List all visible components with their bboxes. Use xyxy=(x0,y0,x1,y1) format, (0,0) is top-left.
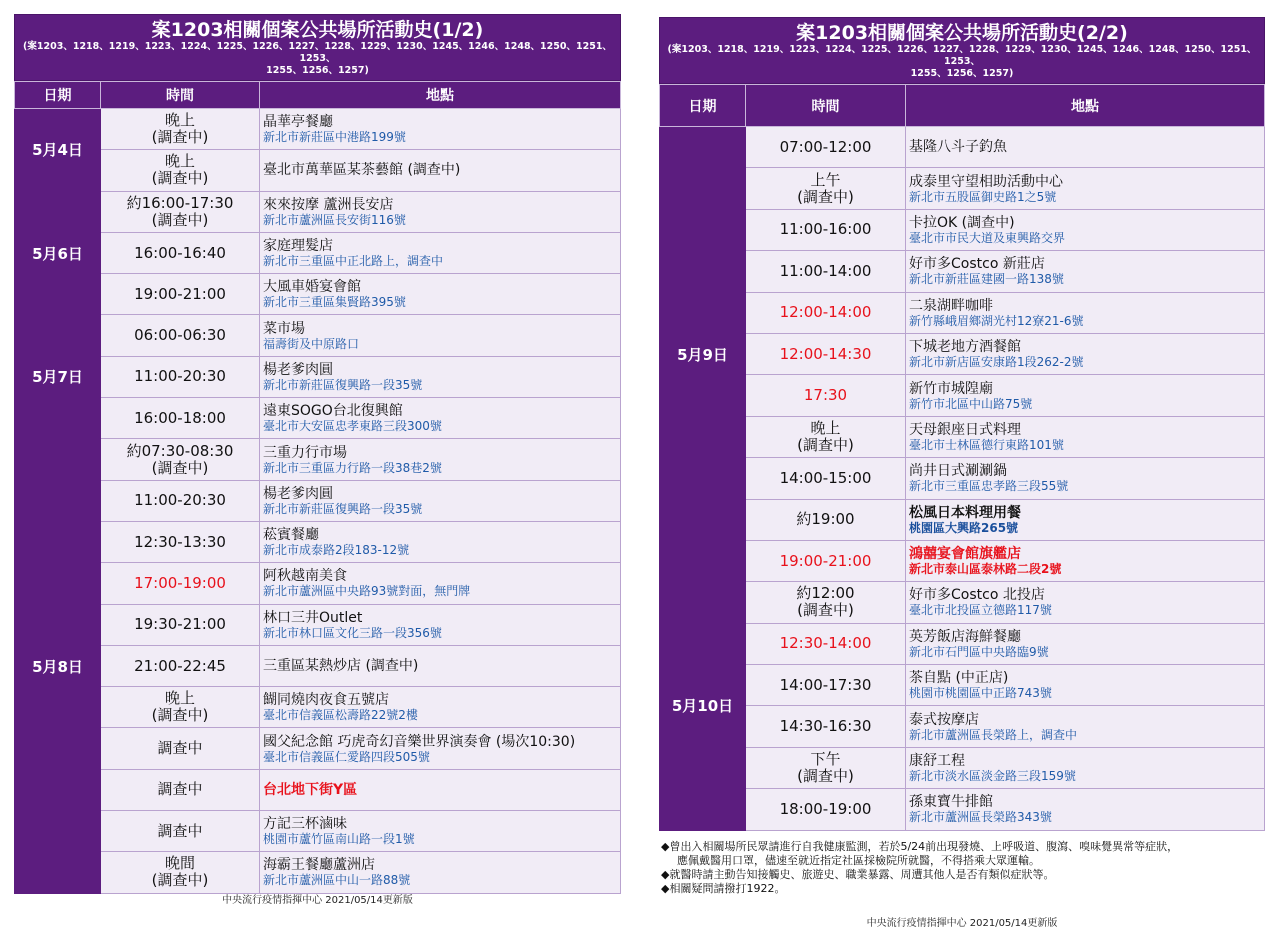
place-name: 孫東寶牛排館 xyxy=(909,794,993,811)
place-address: 桃園市桃園區中正路743號 xyxy=(909,686,1052,701)
time-cell: 約19:00 xyxy=(746,499,906,540)
activity-table xyxy=(659,84,1265,831)
place-address: 新北市成泰路2段183-12號 xyxy=(263,543,410,558)
case-list-line1: (案1203、1218、1219、1223、1224、1225、1226、1227、1228、1229、1230、1245、1246、1248、1250、1251、1253、 xyxy=(667,44,1257,67)
case-list-line2: 1255、1256、1257) xyxy=(910,68,1014,79)
place-address: 臺北市市民大道及東興路交界 xyxy=(909,230,1066,245)
table-row xyxy=(660,251,1265,292)
time-cell: 晚上 (調查中) xyxy=(746,416,906,457)
place-address: 新北市新莊區復興路一段35號 xyxy=(263,377,423,392)
table-row xyxy=(660,706,1265,747)
date-cell: 5月10日 xyxy=(660,582,746,830)
time-cell: 調查中 xyxy=(101,728,260,769)
table-row xyxy=(15,604,621,645)
place-cell xyxy=(906,665,1265,706)
place-cell xyxy=(906,706,1265,747)
place-address: 新北市蘆洲區中山一路88號 xyxy=(263,873,411,888)
place-name: 林口三井Outlet xyxy=(263,609,363,626)
table-row xyxy=(15,150,621,191)
case-list-line1: (案1203、1218、1219、1223、1224、1225、1226、1227、1228、1229、1230、1245、1246、1248、1250、1251、1253、 xyxy=(23,41,612,64)
time-cell: 晚上 (調查中) xyxy=(101,109,260,150)
place-name: 康舒工程 xyxy=(909,753,965,770)
time-cell: 07:00-12:00 xyxy=(746,127,906,168)
place-cell xyxy=(260,274,621,315)
activity-table xyxy=(14,81,621,894)
time-cell: 上午 (調查中) xyxy=(746,168,906,209)
time-cell: 16:00-16:40 xyxy=(101,232,260,273)
table-row xyxy=(660,209,1265,250)
table-title-bar xyxy=(14,14,621,81)
time-cell: 06:00-06:30 xyxy=(101,315,260,356)
table-row xyxy=(15,687,621,728)
table-row xyxy=(660,333,1265,374)
time-cell: 晚間 (調查中) xyxy=(101,852,260,893)
place-name: 菜市場 xyxy=(263,320,305,337)
place-cell xyxy=(906,747,1265,788)
notice-line: 應佩戴醫用口罩，儘速至就近指定社區採檢院所就醫，不得搭乘大眾運輸。 xyxy=(677,854,1040,867)
table-body xyxy=(660,127,1265,831)
place-cell xyxy=(906,209,1265,250)
place-address: 新北市新店區安康路1段262-2號 xyxy=(909,355,1084,370)
place-cell xyxy=(260,109,621,150)
place-address: 新北市淡水區淡金路三段159號 xyxy=(909,769,1076,784)
header-time: 時間 xyxy=(746,85,906,127)
table-row xyxy=(660,623,1265,664)
time-cell: 12:30-14:00 xyxy=(746,623,906,664)
place-address: 新北市三重區忠孝路三段55號 xyxy=(909,479,1069,494)
health-notice xyxy=(661,840,1261,896)
place-address: 新北市三重區中正北路上，調查中 xyxy=(263,254,444,269)
date-cell: 5月8日 xyxy=(15,439,101,893)
table-row xyxy=(15,563,621,604)
time-cell: 下午 (調查中) xyxy=(746,747,906,788)
header-time: 時間 xyxy=(101,82,260,109)
place-address: 臺北市士林區德行東路101號 xyxy=(909,437,1064,452)
place-cell xyxy=(906,582,1265,623)
place-name: 方記三杯滷味 xyxy=(263,816,347,833)
table-title-bar xyxy=(659,17,1265,84)
header-date: 日期 xyxy=(15,82,101,109)
place-name: 阿秋越南美食 xyxy=(263,568,347,585)
table-row xyxy=(15,398,621,439)
case-list-line2: 1255、1256、1257) xyxy=(266,65,369,76)
place-address: 臺北市北投區立德路117號 xyxy=(909,603,1052,618)
place-name: 來來按摩 蘆洲長安店 xyxy=(263,196,394,213)
place-name: 下城老地方酒餐館 xyxy=(909,339,1021,356)
table-row xyxy=(15,356,621,397)
time-cell: 14:00-15:00 xyxy=(746,458,906,499)
place-cell xyxy=(260,150,621,191)
table-row xyxy=(15,769,621,810)
place-cell xyxy=(906,375,1265,416)
table-row xyxy=(660,540,1265,581)
time-cell: 14:30-16:30 xyxy=(746,706,906,747)
time-cell: 晚上 (調查中) xyxy=(101,687,260,728)
activity-table-part-2 xyxy=(659,17,1265,831)
table-row xyxy=(660,416,1265,457)
place-cell xyxy=(906,789,1265,830)
place-name: 好市多Costco 北投店 xyxy=(909,587,1045,604)
time-cell: 12:30-13:30 xyxy=(101,521,260,562)
table-row xyxy=(15,109,621,150)
footer-credit: 中央流行疫情指揮中心 2021/05/14更新版 xyxy=(222,895,413,906)
place-address: 新北市蘆洲區長安街116號 xyxy=(263,212,406,227)
table-row xyxy=(15,480,621,521)
place-address: 臺北市信義區仁愛路四段505號 xyxy=(263,749,430,764)
place-name: 成泰里守望相助活動中心 xyxy=(909,173,1063,190)
place-address: 新北市蘆洲區長榮路上，調查中 xyxy=(909,727,1078,742)
time-cell: 19:00-21:00 xyxy=(746,540,906,581)
table-row xyxy=(660,375,1265,416)
place-name: 海霸王餐廳蘆洲店 xyxy=(263,857,375,874)
time-cell: 18:00-19:00 xyxy=(746,789,906,830)
place-cell xyxy=(260,315,621,356)
time-cell: 11:00-16:00 xyxy=(746,209,906,250)
place-address: 桃園區大興路265號 xyxy=(909,520,1019,535)
date-cell: 5月4日 xyxy=(15,109,101,192)
table-row xyxy=(660,665,1265,706)
table-row xyxy=(15,728,621,769)
place-cell xyxy=(906,251,1265,292)
place-address: 新北市新莊區建國一路138號 xyxy=(909,272,1064,287)
date-cell: 5月6日 xyxy=(15,191,101,315)
place-name: 台北地下街Y區 xyxy=(263,781,358,798)
place-name: 好市多Costco 新莊店 xyxy=(909,256,1045,273)
place-name: 臺北市萬華區某茶藝館 (調查中) xyxy=(263,162,461,179)
header-place: 地點 xyxy=(260,82,621,109)
place-address: 桃園市蘆竹區南山路一段1號 xyxy=(263,832,415,847)
place-cell xyxy=(260,769,621,810)
place-name: 三重力行市場 xyxy=(263,444,347,461)
time-cell: 17:30 xyxy=(746,375,906,416)
place-cell xyxy=(906,499,1265,540)
place-cell xyxy=(906,540,1265,581)
table-title: 案1203相關個案公共場所活動史(2/2) xyxy=(796,22,1128,44)
place-cell xyxy=(906,416,1265,457)
table-row xyxy=(660,168,1265,209)
place-cell xyxy=(260,439,621,480)
place-address: 新北市三重區力行路一段38巷2號 xyxy=(263,460,442,475)
table-row xyxy=(660,789,1265,830)
place-name: 茶自點 (中正店) xyxy=(909,670,1009,687)
time-cell: 14:00-17:30 xyxy=(746,665,906,706)
table-row xyxy=(15,439,621,480)
table-row xyxy=(660,747,1265,788)
time-cell: 調查中 xyxy=(101,769,260,810)
time-cell: 21:00-22:45 xyxy=(101,645,260,686)
place-name: 鴻囍宴會館旗艦店 xyxy=(909,546,1021,563)
time-cell: 12:00-14:30 xyxy=(746,333,906,374)
time-cell: 11:00-20:30 xyxy=(101,480,260,521)
place-cell xyxy=(260,563,621,604)
table-title: 案1203相關個案公共場所活動史(1/2) xyxy=(151,19,484,41)
place-cell xyxy=(260,480,621,521)
place-name: 新竹市城隍廟 xyxy=(909,380,993,397)
place-cell xyxy=(260,645,621,686)
date-cell: 5月7日 xyxy=(15,315,101,439)
place-name: 晶華亭餐廳 xyxy=(263,114,333,131)
place-address: 臺北市大安區忠孝東路三段300號 xyxy=(263,419,442,434)
place-name: 卡拉OK (調查中) xyxy=(909,214,1015,231)
place-name: 二泉湖畔咖啡 xyxy=(909,297,993,314)
time-cell: 約07:30-08:30 (調查中) xyxy=(101,439,260,480)
table-row xyxy=(660,582,1265,623)
table-row xyxy=(660,499,1265,540)
place-address: 新北市新莊區中港路199號 xyxy=(263,130,406,145)
place-name: 大風車婚宴會館 xyxy=(263,279,361,296)
place-cell xyxy=(906,168,1265,209)
place-address: 新北市泰山區泰林路二段2號 xyxy=(909,562,1062,577)
table-row xyxy=(15,645,621,686)
place-cell xyxy=(906,458,1265,499)
place-address: 新竹市北區中山路75號 xyxy=(909,396,1033,411)
place-cell xyxy=(260,811,621,852)
place-address: 新北市新莊區復興路一段35號 xyxy=(263,501,423,516)
place-cell xyxy=(260,728,621,769)
time-cell: 17:00-19:00 xyxy=(101,563,260,604)
place-name: 泰式按摩店 xyxy=(909,711,979,728)
place-name: 松風日本料理用餐 xyxy=(909,504,1021,521)
time-cell: 19:30-21:00 xyxy=(101,604,260,645)
notice-line: ◆曾出入相關場所民眾請進行自我健康監測，若於5/24前出現發燒、上呼吸道、腹瀉、嗅味覺異常等症狀， xyxy=(661,840,1179,853)
date-cell: 5月9日 xyxy=(660,127,746,582)
place-address: 新北市蘆洲區長榮路343號 xyxy=(909,810,1052,825)
place-name: 英芳飯店海鮮餐廳 xyxy=(909,628,1021,645)
place-name: 國父紀念館 巧虎奇幻音樂世界演奏會 (場次10:30) xyxy=(263,733,576,750)
place-cell xyxy=(260,191,621,232)
place-cell xyxy=(906,623,1265,664)
place-address: 新竹縣峨眉鄉湖光村12寮21-6號 xyxy=(909,313,1084,328)
notice-line: ◆就醫時請主動告知接觸史、旅遊史、職業暴露、周遭其他人是否有類似症狀等。 xyxy=(661,868,1055,881)
table-row xyxy=(15,315,621,356)
place-cell xyxy=(260,521,621,562)
time-cell: 19:00-21:00 xyxy=(101,274,260,315)
time-cell: 約16:00-17:30 (調查中) xyxy=(101,191,260,232)
place-cell xyxy=(260,687,621,728)
table-row xyxy=(660,127,1265,168)
time-cell: 約12:00 (調查中) xyxy=(746,582,906,623)
footer-credit: 中央流行疫情指揮中心 2021/05/14更新版 xyxy=(866,918,1058,929)
notice-line: ◆相關疑問請撥打1922。 xyxy=(661,882,786,895)
table-row xyxy=(15,811,621,852)
table-row xyxy=(660,292,1265,333)
place-name: 楊老爹肉圓 xyxy=(263,361,333,378)
place-address: 新北市五股區御史路1之5號 xyxy=(909,189,1057,204)
time-cell: 12:00-14:00 xyxy=(746,292,906,333)
place-cell xyxy=(906,127,1265,168)
table-row xyxy=(15,274,621,315)
header-place: 地點 xyxy=(906,85,1265,127)
place-name: 基隆八斗子釣魚 xyxy=(909,139,1007,156)
place-name: 家庭理髮店 xyxy=(263,238,333,255)
table-row xyxy=(660,458,1265,499)
place-name: 菘賓餐廳 xyxy=(263,527,319,544)
place-cell xyxy=(906,292,1265,333)
place-cell xyxy=(906,333,1265,374)
table-row xyxy=(15,521,621,562)
place-cell xyxy=(260,232,621,273)
place-address: 新北市蘆洲區中央路93號對面，無門牌 xyxy=(263,584,471,599)
place-address: 新北市林口區文化三路一段356號 xyxy=(263,625,442,640)
activity-table-part-1 xyxy=(14,14,621,894)
time-cell: 16:00-18:00 xyxy=(101,398,260,439)
time-cell: 調查中 xyxy=(101,811,260,852)
place-address: 臺北市信義區松壽路22號2樓 xyxy=(263,708,418,723)
place-name: 天母銀座日式料理 xyxy=(909,421,1021,438)
place-cell xyxy=(260,852,621,893)
time-cell: 11:00-20:30 xyxy=(101,356,260,397)
place-cell xyxy=(260,356,621,397)
place-address: 新北市石門區中央路臨9號 xyxy=(909,644,1049,659)
place-address: 新北市三重區集賢路395號 xyxy=(263,295,406,310)
table-row xyxy=(15,191,621,232)
table-body xyxy=(15,109,621,894)
place-name: 餬同燒肉夜食五號店 xyxy=(263,692,389,709)
time-cell: 晚上 (調查中) xyxy=(101,150,260,191)
header-date: 日期 xyxy=(660,85,746,127)
place-address: 福壽街及中原路口 xyxy=(263,336,360,351)
table-row xyxy=(15,232,621,273)
place-cell xyxy=(260,604,621,645)
table-row xyxy=(15,852,621,893)
time-cell: 11:00-14:00 xyxy=(746,251,906,292)
place-name: 遠東SOGO台北復興館 xyxy=(263,403,403,420)
place-cell xyxy=(260,398,621,439)
place-name: 尚井日式涮涮鍋 xyxy=(909,463,1007,480)
place-name: 楊老爹肉圓 xyxy=(263,485,333,502)
place-name: 三重區某熱炒店 (調查中) xyxy=(263,658,419,674)
